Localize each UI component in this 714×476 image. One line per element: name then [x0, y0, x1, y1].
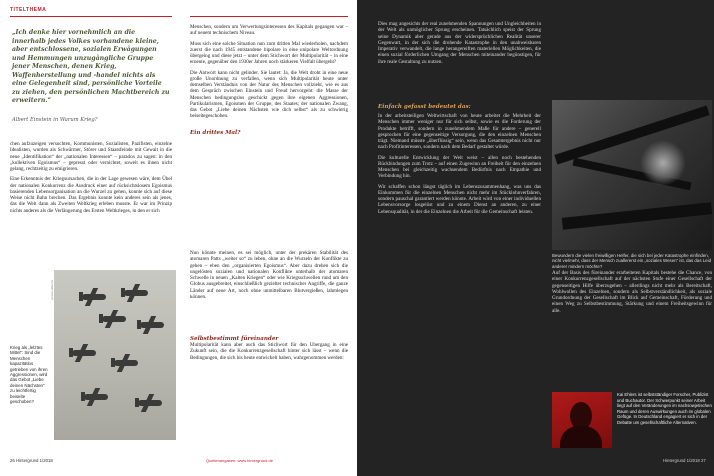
author-body — [560, 426, 602, 448]
paragraph: Menschen, sondern um Verwertungsinteressen des Kapitals gegangen war – auf neuem technischem Niveau. — [190, 24, 348, 37]
right-column-2 — [378, 113, 541, 448]
left-column-1 — [10, 141, 172, 265]
subheading: Selbstbestimmt füreinander — [190, 336, 279, 342]
paragraph: Dies mag angesichts der real zunehmenden Spannungen und Ungleichheiten in der Welt als unmöglicher Sprung erscheinen. Tatsächlich speist der Sprung seine Dynamik aber gerade aus der widersprüchlichen Realität unserer Gegenwart, in der sich die drohende Katastrophe in den unabweisbaren Imperativ verwandelt, die lange herangereiften materiellen Möglichkeiten, die einen sozial förderlichen Umgang der Menschen miteinander begünstigen, für ihre reale Gestaltung zu nutzen. — [378, 21, 541, 65]
paragraph: chen aufzuzeigen versuchten, Kommunisten, Sozialisten, Pazifisten, einzelne Idealisten, wurden als Schwärmer, Störer und Staatsfeinde mit Gewalt in die neue „Identifikation“ der „nationalen Interessen“ – paradox zu sagen: in den „kollektiven Egoismus“ – gepresst oder vernichtet, soweit es ihnen nicht gelang, rechtzeitig zu emigrieren. — [10, 141, 172, 172]
left-column-2 — [190, 24, 348, 232]
right-column-3 — [552, 270, 712, 372]
plane-icon — [102, 316, 126, 322]
debris-beam — [562, 202, 712, 230]
paragraph: Auf der Basis des füreinander erarbeiteten Kapitals bestehe die Chance, von einer Konkurrenzgesellschaft auf der nächsten Stufe einer Gesellschaft der gegenseitigen Hilfe überzugehen – allerdings nicht mehr als Bereitschaft, Wohlwollen des Einzelnen, sondern als Selbstverständlichkeit, als soziale Grundordnung der Gesellschaft im Blick auf Gemeinschaft, Förderung und einen Weg zu Selbstbestimmung, Stärkung und einem Freiheitsgewinn für alle. — [552, 270, 712, 314]
paragraph: Nun könnte meinen, es sei möglich, unter der prekären Stabilität des atomaren Patts „weiter so“ zu leben, ohne an die Wurzeln der Konflikte zu gehen – eben den „organisierten Egoismus“. Aber dazu drehen sich die ungelösten sozialen und nationalen Konflikte unterhalb der atomaren Schwelle in neuen „Kalten Kriegen“ oder wie Kriegsschwellen rund um den Globus ausgebreitet, einschließlich gezielter technischer Angriffe, die ganze Länder auf neue Art, noch ohne unmittelbaren Blutvergießen, lahmlegen können. — [190, 250, 348, 300]
light-glow — [640, 140, 686, 186]
rescue-photo — [552, 100, 712, 250]
section-tag: TITELTHEMA — [10, 7, 47, 13]
photo-credit: picture-alliance — [50, 279, 54, 300]
footer-left: 26 Hintergrund 1/2018 — [10, 458, 53, 463]
subheading: Ein drittes Mal? — [190, 130, 241, 136]
plane-icon — [124, 290, 148, 296]
author-photo — [552, 392, 612, 448]
paragraph: Die Antwort kann nicht gelinder. Sie lautet: Ja, die Welt droht in eine neue große Unordnung zu verfallen, wenn sich Multipolarität heute unter demselben Verständnis von der Natur des Menschen vollzieht, wie es aus dem Gespräch zwischen Einstein und Freud hervorgeht: die Masse der Menschen bedingungslos geschickt gegen ihre eigenen Aggressionen, Partikularismen, Egoismen der Gruppe, des Staates; der nationalen Zwang, das Gebot „Liebe deinen Nächsten wie dich selbst“ als zu schwierig beiseitegeschoben. — [190, 69, 348, 120]
author-bio: Kai Ehlers ist selbstständiger Forscher, Publizist und Buchautor. Der Schwerpunkt seiner Arbeit liegt auf den Veränderungen im nachsowjetischen Raum und deren Auswirkungen auch im globalen Gefüge. In Deutschland engagiert er sich in der Debatte um gesellschaftliche Alternativen. — [617, 392, 712, 425]
top-rule — [10, 16, 172, 17]
plane-icon — [140, 322, 164, 328]
photo-caption: Krieg als „letztes Mittel“: Sind die Menschen kapazitätlos getrieben von ihren Aggressionen, wird das Gebot „Liebe deinen Nächsten“ zu leichtfertig beiseite geschoben? — [10, 345, 48, 405]
paragraph: Die kulturelle Entwicklung der Welt weist – allen noch bestehenden Rückbindungen zum Trotz – auf einen Zugewinn an Freiheit für den einzelnen Menschen bei gleichzeitig wachsendem Bedürfnis nach Empathie und Verbindung hin. — [378, 154, 541, 180]
quote-source: Albert Einstein in Warum Krieg? — [12, 117, 98, 123]
plane-icon — [84, 394, 108, 400]
pull-quote: „Ich denke hier vornehmlich an die innerhalb jedes Volkes vorhandene kleine, aber entschlossene, sozialen Erwägungen und Hemmungen unzugängliche Gruppe jener Menschen, denen Krieg, Waffenherstellung und -handel nichts als eine Gelegenheit sind, persönliche Vorteile zu ziehen, den persönlichen Machtbereich zu erweitern.“ — [12, 29, 170, 104]
footer-right: Hintergrund 1/2018 27 — [663, 458, 706, 463]
photo-caption: Bewundern die vielen freiwilligen Helfer, die sich bei jeder Katastrophe einfinden, nicht vielmehr, dass der Mensch zuallererst ein „soziales Wesen“ ist, das das Leid anderer mindern möchte? — [552, 253, 712, 269]
plane-icon — [114, 360, 138, 366]
paragraph: Muss sich eine solche Situation nun zum dritten Mal wiederholen, nachdem zuerst die nach 1945 entstandene bipolare in eine unipolare Weltordnung übergeing und diese jetzt – unter dem Stichwort der Multipolarität – in eine erneute, gegenüber den 1930er Jahren noch stärkeren Vielfalt übergeht? — [190, 40, 348, 66]
left-column-2c — [190, 342, 348, 438]
paragraph: Multipolarität kann aber auch das Stichwort für den Übergang in eine Zukunft sein, die die Konkurrenzgesellschaft hinter sich lässt – wenn die Bedingungen, die sich bis heute entwickelt haben, wahrgenommen werden: — [190, 342, 348, 361]
paragraph: In der arbeitsteiligen Weltwirtschaft von heute arbeitet die Mehrheit der Menschen immer weniger nur für sich selbst, sowie es die Forderung der Produkte betrifft, sondern in zunehmendem Maße für andere – generell gesprochen für eine gegenseitige Versorgung, die den einzelnen Menschen trägt. Niemand müsste „überflüssig“ sein, wenn das Gesamtergebnis nicht nur nach Profitinteressen, sondern nach dem Bedarf gestaltet würde. — [378, 113, 541, 151]
paragraph: Wir schaffen schon längst täglich im Lebenszusammenhang, was uns das Einkommen für die einzelnen Menschen nicht mehr im Stücklohnverfahren, sondern pauschal garantiert werden könnte. Arbeit wird von einer individuellen Lebensvorsorge losgelöst und zu einem Dienst an anderen, zu einer Lebensqualität, in der die Einzelnen die Arbeit für die Gemeinschaft leisten. — [378, 183, 541, 215]
plane-icon — [72, 350, 96, 356]
debris-beam — [554, 106, 709, 165]
footer-center: Quellenangaben: www.hintergrund.de — [206, 458, 273, 463]
subheading: Einfach gefasst bedeutet das: — [378, 104, 471, 110]
paragraph: Eine Erkenntnis der Kriegsursachen, die in der Lage gewesen wäre, dem Übel der nationalen Konkurrenz die Ausdruck einer auf rücksichtslosem Egoismus basierenden Lebensorganisation an die Wurzel zu gehen, konnte sich auf diese Weise nicht Bahn brechen. Das Ergebnis konnte kein anderes sein als jenes, das die Welt dann als Zweiten Weltkrieg erleben musste. Er war im Prinzip nichts anderes als die Verlängerung des Ersten Weltkrieges, in den er sich — [10, 176, 172, 214]
top-rule-right — [190, 16, 348, 17]
plane-icon — [138, 400, 162, 406]
right-column-1 — [378, 21, 541, 101]
left-column-2b — [190, 250, 348, 328]
plane-icon — [82, 294, 106, 300]
warplanes-photo — [54, 270, 176, 440]
